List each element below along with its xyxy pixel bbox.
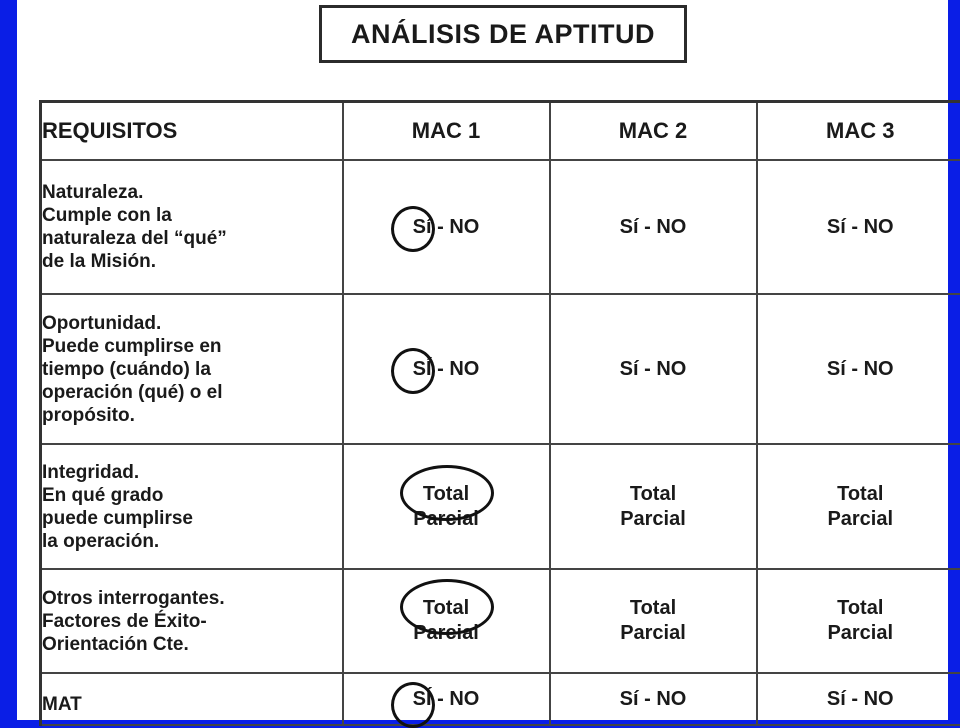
option-value: Sí - NO xyxy=(827,216,894,238)
requirement-line: MAT xyxy=(42,694,82,715)
requirement-line: Puede cumplirse en xyxy=(42,336,222,357)
requirement-line: Factores de Éxito- xyxy=(42,611,207,632)
requirement-cell xyxy=(41,673,343,725)
requirement-line: la operación. xyxy=(42,531,159,552)
header-row xyxy=(41,102,960,161)
requirement-line: Otros interrogantes. xyxy=(42,588,225,609)
option-parcial: Parcial xyxy=(620,508,686,530)
option-total: Total xyxy=(423,483,469,505)
table-row xyxy=(41,673,960,725)
option-stack xyxy=(620,482,686,532)
mac1-cell xyxy=(343,569,550,673)
table-row xyxy=(41,444,960,569)
requirement-line: de la Misión. xyxy=(42,251,156,272)
header-mac3: MAC 3 xyxy=(757,102,960,161)
table-row xyxy=(41,569,960,673)
option-value: Sí - NO xyxy=(620,358,687,380)
mac3-cell xyxy=(757,569,960,673)
mac1-cell xyxy=(343,444,550,569)
option-total: Total xyxy=(423,597,469,619)
mac2-cell xyxy=(550,160,757,294)
slide-page xyxy=(17,0,948,720)
mac3-cell xyxy=(757,444,960,569)
option-total: Total xyxy=(630,597,676,619)
mac1-cell xyxy=(343,160,550,294)
option-parcial: Parcial xyxy=(827,508,893,530)
option-value: SÍ - NO xyxy=(413,688,480,710)
selection-circle xyxy=(391,682,435,728)
option-value: Sí - NO xyxy=(827,358,894,380)
requirement-line: puede cumplirse xyxy=(42,508,193,529)
requirement-cell xyxy=(41,569,343,673)
mac3-cell xyxy=(757,160,960,294)
header-requisitos: REQUISITOS xyxy=(41,102,343,161)
option-value: Sí - NO xyxy=(413,216,480,238)
selection-circle xyxy=(391,348,435,394)
header-mac2: MAC 2 xyxy=(550,102,757,161)
table-row xyxy=(41,294,960,444)
option-total: Total xyxy=(837,483,883,505)
option-parcial: Parcial xyxy=(827,622,893,644)
option-value: Sí - NO xyxy=(620,216,687,238)
requirement-cell xyxy=(41,160,343,294)
option-value: Sí - NO xyxy=(827,688,894,710)
mac1-cell xyxy=(343,673,550,725)
option-value: SÍ - NO xyxy=(413,358,480,380)
option-parcial: Parcial xyxy=(413,508,479,530)
mac1-cell xyxy=(343,294,550,444)
page-title: ANÁLISIS DE APTITUD xyxy=(319,5,687,63)
table-row xyxy=(41,160,960,294)
selection-circle xyxy=(391,206,435,252)
option-stack xyxy=(827,596,893,646)
mac3-cell xyxy=(757,673,960,725)
requirement-line: Oportunidad. xyxy=(42,313,161,334)
option-total: Total xyxy=(837,597,883,619)
requirement-line: Orientación Cte. xyxy=(42,634,189,655)
requirement-line: propósito. xyxy=(42,405,135,426)
requirement-line: Cumple con la xyxy=(42,205,172,226)
requirement-line: operación (qué) o el xyxy=(42,382,223,403)
selection-circle xyxy=(400,579,494,635)
option-stack xyxy=(827,482,893,532)
requirement-cell xyxy=(41,294,343,444)
requirement-line: En qué grado xyxy=(42,485,163,506)
requirement-line: Integridad. xyxy=(42,462,139,483)
option-value: Sí - NO xyxy=(620,688,687,710)
requirement-cell xyxy=(41,444,343,569)
requirement-line: naturaleza del “qué” xyxy=(42,228,227,249)
mac2-cell xyxy=(550,673,757,725)
option-stack xyxy=(620,596,686,646)
mac3-cell xyxy=(757,294,960,444)
requirement-line: Naturaleza. xyxy=(42,182,143,203)
aptitude-table xyxy=(39,100,960,726)
option-parcial: Parcial xyxy=(620,622,686,644)
mac2-cell xyxy=(550,444,757,569)
selection-circle xyxy=(400,465,494,521)
mac2-cell xyxy=(550,294,757,444)
mac2-cell xyxy=(550,569,757,673)
option-total: Total xyxy=(630,483,676,505)
header-mac1: MAC 1 xyxy=(343,102,550,161)
option-parcial: Parcial xyxy=(413,622,479,644)
requirement-line: tiempo (cuándo) la xyxy=(42,359,211,380)
